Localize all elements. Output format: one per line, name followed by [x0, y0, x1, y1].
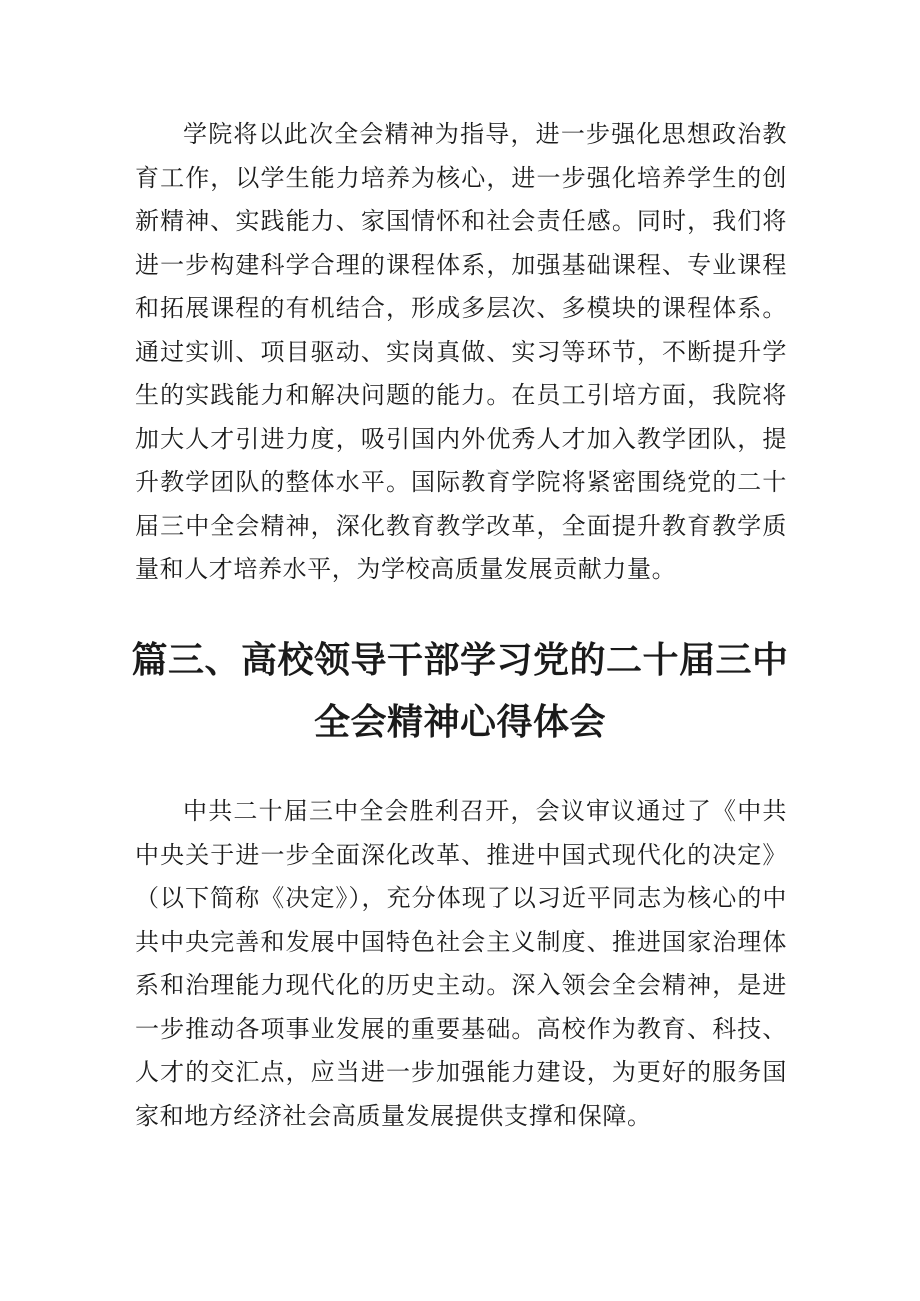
body-paragraph-1: 学院将以此次全会精神为指导，进一步强化思想政治教育工作，以学生能力培养为核心，进一步强化培养学生的创新精神、实践能力、家国情怀和社会责任感。同时，我们将进一步构建科学合理的课程体系，加强基础课程、专业课程和拓展课程的有机结合，形成多层次、多模块的课程体系。通过实训、项目驱动、实岗真做、实习等环节，不断提升学生的实践能力和解决问题的能力。在员工引培方面，我院将加大人才引进力度，吸引国内外优秀人才加入教学团队，提升教学团队的整体水平。国际教育学院将紧密围绕党的二十届三中全会精神，深化教育教学改革，全面提升教育教学质量和人才培养水平，为学校高质量发展贡献力量。: [135, 120, 787, 583]
body-paragraph-2: 中共二十届三中全会胜利召开，会议审议通过了《中共中央关于进一步全面深化改革、推进中国式现代化的决定》（以下简称《决定》），充分体现了以习近平同志为核心的中共中央完善和发展中国特色社会主义制度、推进国家治理体系和治理能力现代化的历史主动。深入领会全会精神，是进一步推动各项事业发展的重要基础。高校作为教育、科技、人才的交汇点，应当进一步加强能力建设，为更好的服务国家和地方经济社会高质量发展提供支撑和保障。: [135, 797, 787, 1130]
section-title: 篇三、高校领导干部学习党的二十届三中全会精神心得体会: [131, 640, 789, 743]
